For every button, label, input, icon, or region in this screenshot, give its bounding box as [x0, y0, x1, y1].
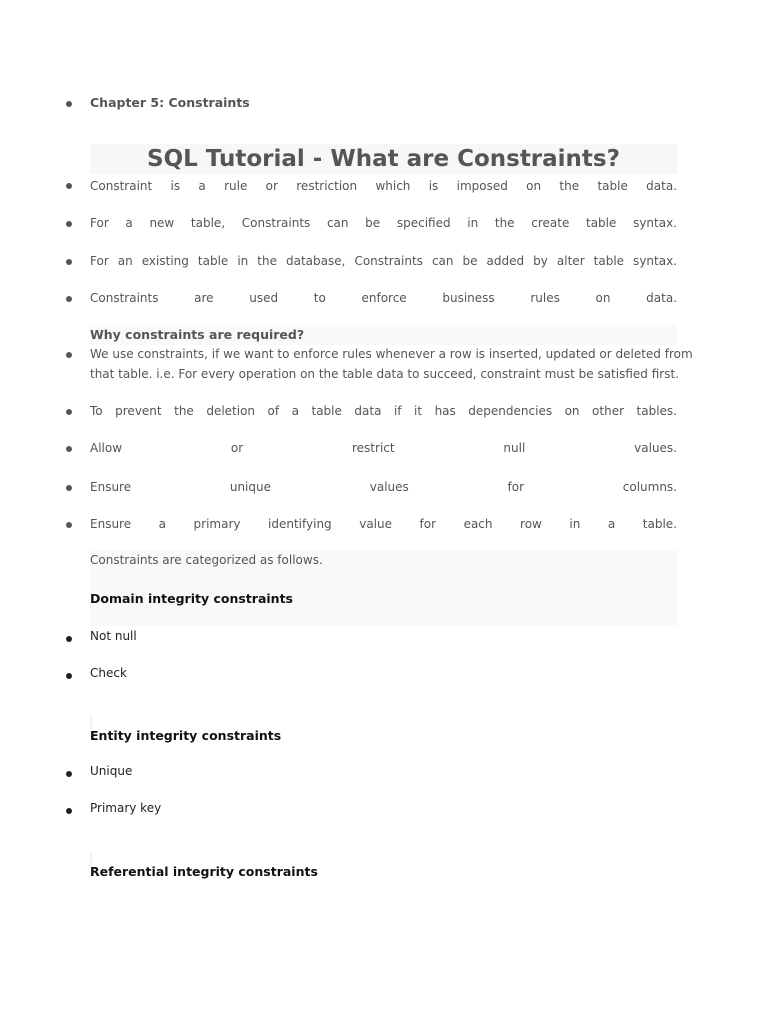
bullet: [66, 636, 72, 642]
list-item: Primary key: [90, 801, 162, 815]
bullet: [66, 221, 72, 227]
domain-heading: Domain integrity constraints: [90, 591, 293, 606]
list-item: Not null: [90, 629, 137, 643]
list-item: Check: [90, 666, 127, 680]
list-item: For an existing table in the database, Constraints can be added by alter table syntax.: [90, 254, 677, 268]
list-item-line: that table. i.e. For every operation on the table data to succeed, constraint must be satisfied first.: [90, 367, 679, 381]
list-item: Constraints are used to enforce business rules on data.: [90, 291, 677, 305]
list-item: Constraint is a rule or restriction which is imposed on the table data.: [90, 179, 677, 193]
categorized-text: Constraints are categorized as follows.: [90, 553, 323, 567]
list-item: For a new table, Constraints can be specified in the create table syntax.: [90, 216, 677, 230]
chapter-heading: Chapter 5: Constraints: [90, 95, 250, 110]
referential-heading: Referential integrity constraints: [90, 864, 318, 879]
page-title: SQL Tutorial - What are Constraints?: [147, 146, 620, 172]
entity-heading: Entity integrity constraints: [90, 728, 282, 743]
bullet: [66, 446, 72, 452]
bullet: [66, 101, 72, 107]
bullet: [66, 673, 72, 679]
list-item: Unique: [90, 764, 133, 778]
bullet: [66, 808, 72, 814]
list-item: Ensure a primary identifying value for each row in a table.: [90, 517, 677, 531]
bullet: [66, 485, 72, 491]
bullet: [66, 352, 72, 358]
bullet: [66, 771, 72, 777]
list-item-line: We use constraints, if we want to enforce rules whenever a row is inserted, updated or deleted from: [90, 347, 693, 361]
list-item: To prevent the deletion of a table data if it has dependencies on other tables.: [90, 404, 677, 418]
list-item: Ensure unique values for columns.: [90, 480, 677, 494]
bullet: [66, 522, 72, 528]
divider: [90, 715, 92, 729]
list-item: Allow or restrict null values.: [90, 441, 677, 455]
bullet: [66, 296, 72, 302]
bullet: [66, 409, 72, 415]
bullet: [66, 259, 72, 265]
bullet: [66, 183, 72, 189]
section-heading: Why constraints are required?: [90, 327, 305, 342]
